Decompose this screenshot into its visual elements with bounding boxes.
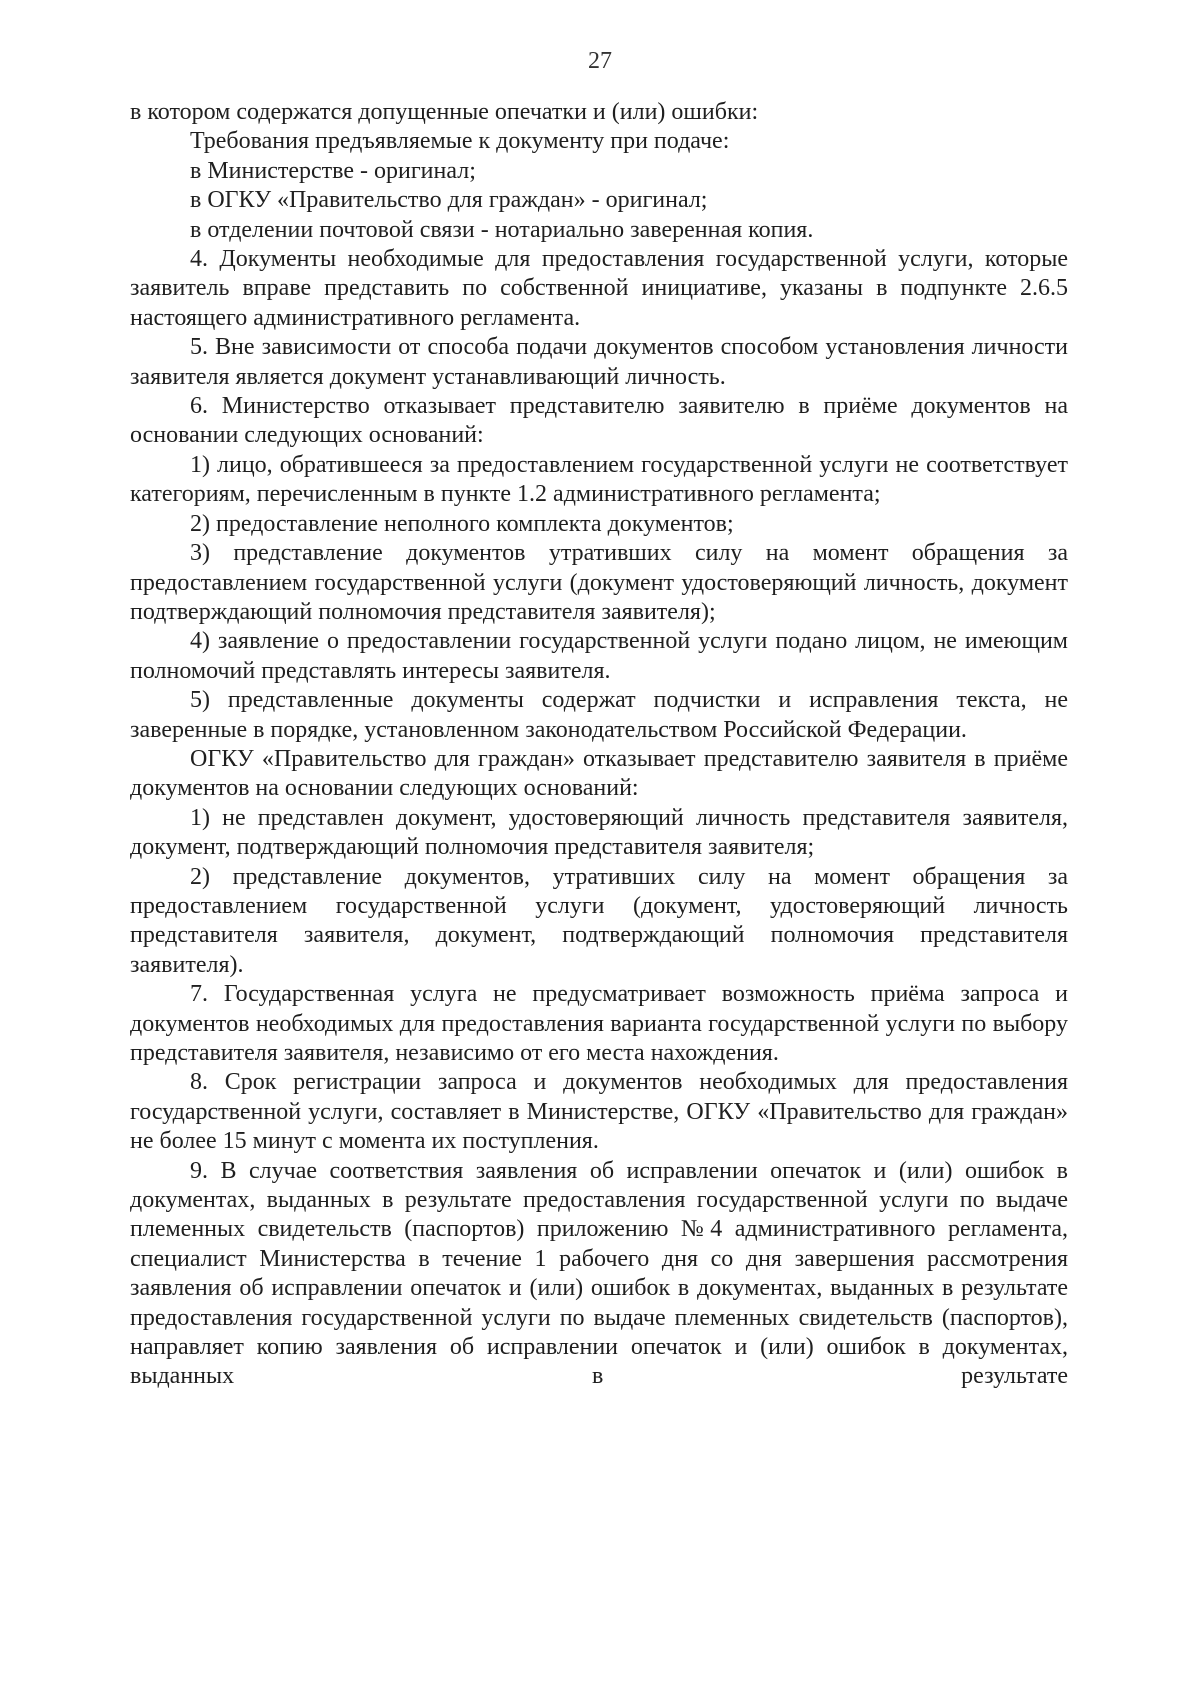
- paragraph: 4. Документы необходимые для предоставления государственной услуги, которые заявитель вправе представить по собственной инициативе, указаны в подпункте 2.6.5 настоящего административного регламента.: [130, 246, 1068, 331]
- paragraph: 7. Государственная услуга не предусматривает возможность приёма запроса и документов необходимых для предоставления варианта государственной услуги по выбору представителя заявителя, независимо от его места нахождения.: [130, 981, 1068, 1066]
- list-item: 5) представленные документы содержат подчистки и исправления текста, не заверенные в порядке, установленном законодательством Российской Федерации.: [130, 687, 1068, 743]
- paragraph: в ОГКУ «Правительство для граждан» - оригинал;: [190, 187, 708, 214]
- paragraph: Требования предъявляемые к документу при подаче:: [190, 128, 730, 155]
- document-body: [130, 98, 1068, 1392]
- paragraph: 5. Вне зависимости от способа подачи документов способом установления личности заявителя является документ устанавливающий личность.: [130, 334, 1068, 390]
- paragraph: в Министерстве - оригинал;: [190, 157, 476, 184]
- list-item: 3) представление документов утративших силу на момент обращения за предоставлением государственной услуги (документ удостоверяющий личность, документ подтверждающий полномочия представителя заявителя);: [130, 540, 1068, 625]
- list-item: 2) предоставление неполного комплекта документов;: [190, 510, 734, 537]
- paragraph: ОГКУ «Правительство для граждан» отказывает представителю заявителя в приёме документов на основании следующих оснований:: [130, 745, 1068, 802]
- paragraph: 6. Министерство отказывает представителю заявителю в приёме документов на основании следующих оснований:: [130, 393, 1068, 449]
- list-item: 1) лицо, обратившееся за предоставлением государственной услуги не соответствует категориям, перечисленным в пункте 1.2 административного регламента;: [130, 451, 1068, 508]
- list-item: 2) представление документов, утративших силу на момент обращения за предоставлением государственной услуги (документ, удостоверяющий личность представителя заявителя, документ, подтверждающий полномочия представителя заявителя).: [130, 863, 1068, 978]
- paragraph: 9. В случае соответствия заявления об исправлении опечаток и (или) ошибок в документах, выданных в результате предоставления государственной услуги по выдаче племенных свидетельств (паспортов) приложению №4 административного регламента, специалист Министерства в течение 1 рабочего дня со дня завершения рассмотрения заявления об исправлении опечаток и (или) ошибок в документах, выданных в результате предоставления государственной услуги по выдаче племенных свидетельств (паспортов), направляет копию заявления об исправлении опечаток и (или) ошибок в документах, выданных в результате: [130, 1157, 1068, 1390]
- paragraph: 8. Срок регистрации запроса и документов необходимых для предоставления государственной услуги, составляет в Министерстве, ОГКУ «Правительство для граждан» не более 15 минут с момента их поступления.: [130, 1069, 1068, 1155]
- paragraph: в котором содержатся допущенные опечатки и (или) ошибки:: [130, 99, 759, 125]
- page-number: 27: [588, 48, 612, 74]
- paragraph: в отделении почтовой связи - нотариально заверенная копия.: [190, 216, 814, 243]
- list-item: 1) не представлен документ, удостоверяющий личность представителя заявителя, документ, подтверждающий полномочия представителя заявителя;: [130, 804, 1068, 861]
- list-item: 4) заявление о предоставлении государственной услуги подано лицом, не имеющим полномочий представлять интересы заявителя.: [130, 628, 1068, 684]
